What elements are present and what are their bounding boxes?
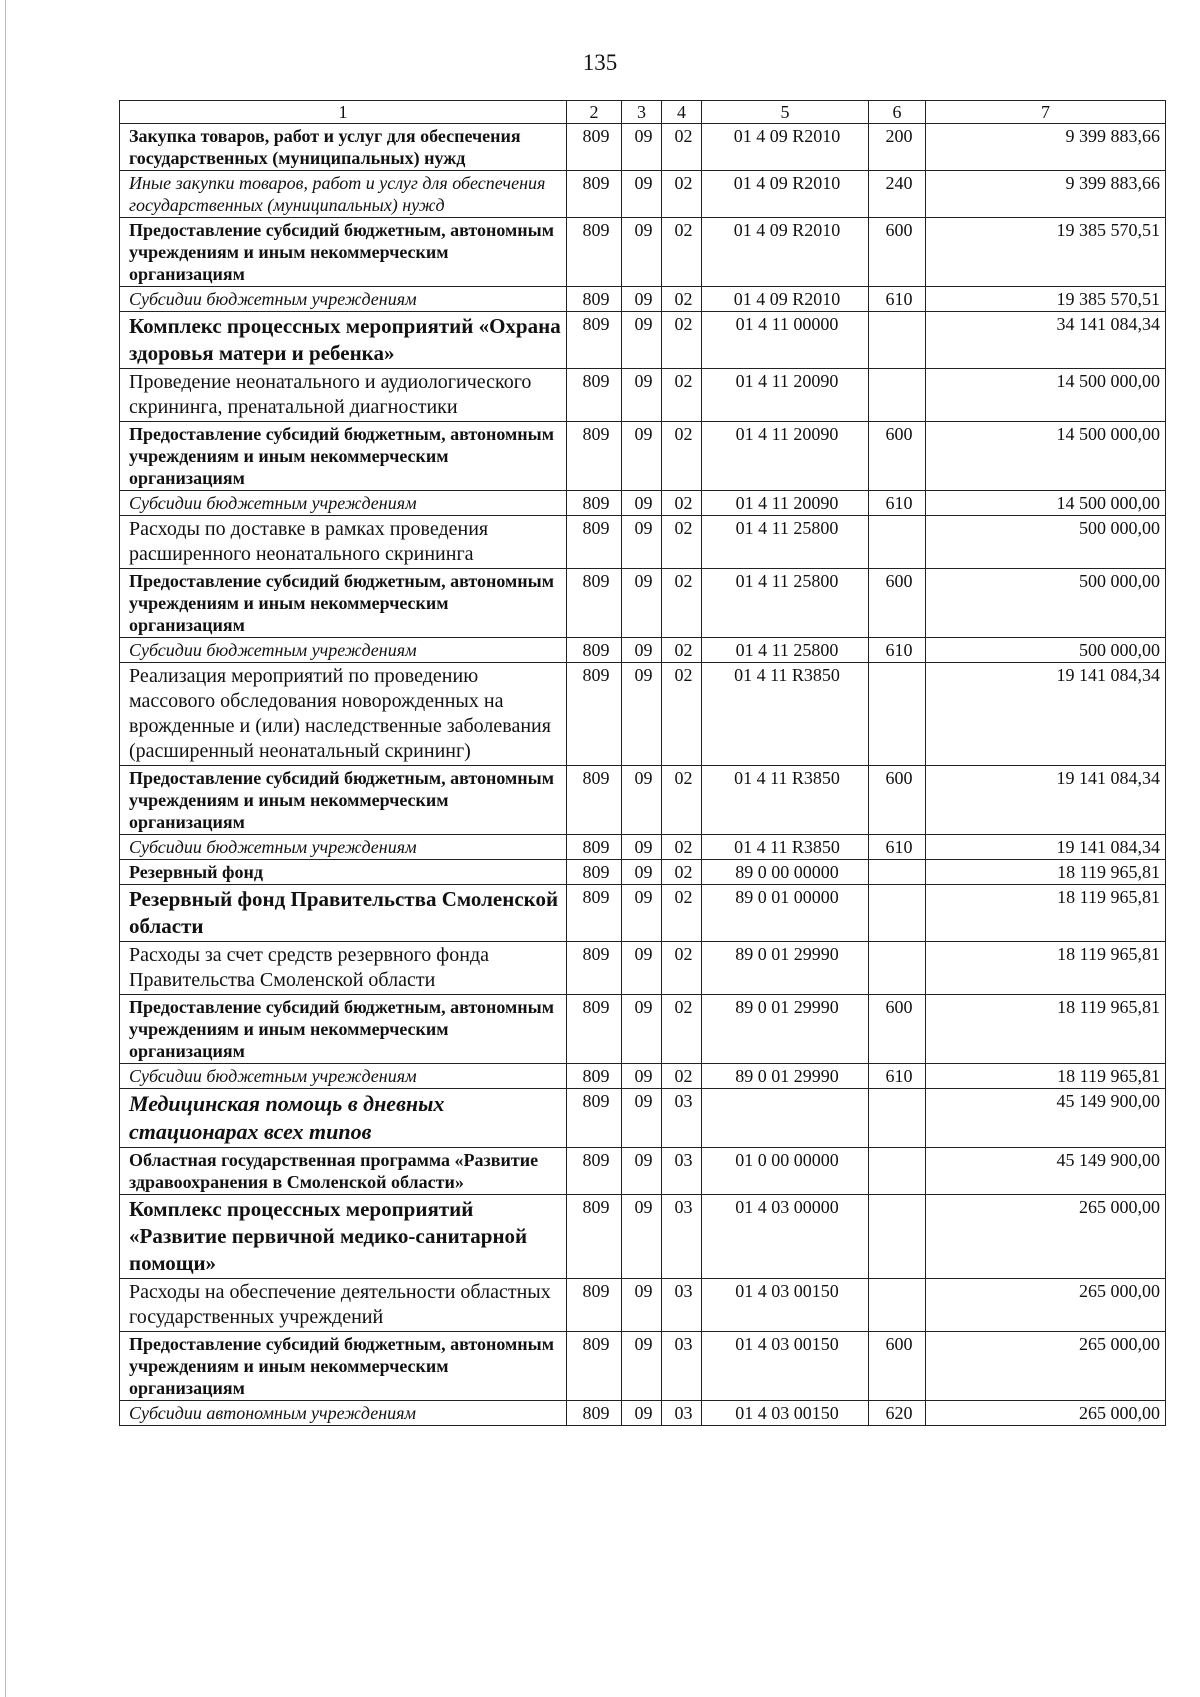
target-article-cell: 89 0 01 29990 (702, 995, 869, 1064)
target-article-cell: 01 4 09 R2010 (702, 124, 869, 171)
row-name-cell: Проведение неонатального и аудиологического скрининга, пренатальной диагностики (120, 369, 567, 422)
column-header: 5 (702, 101, 869, 124)
section-code-cell: 09 (622, 995, 662, 1064)
row-name-cell: Субсидии бюджетным учреждениям (120, 1064, 567, 1089)
section-code-cell: 09 (622, 569, 662, 638)
ministry-code-cell: 809 (567, 1064, 622, 1089)
ministry-code-cell: 809 (567, 287, 622, 312)
expense-type-cell (869, 885, 926, 942)
section-code-cell: 09 (622, 218, 662, 287)
expense-type-cell (869, 1279, 926, 1332)
row-name-cell: Областная государственная программа «Развитие здравоохранения в Смоленской области» (120, 1148, 567, 1195)
section-code-cell: 09 (622, 1332, 662, 1401)
table-row (120, 1279, 1166, 1332)
table-row (120, 995, 1166, 1064)
row-name-cell: Расходы за счет средств резервного фонда Правительства Смоленской области (120, 942, 567, 995)
amount-cell: 18 119 965,81 (926, 995, 1166, 1064)
subsection-code-cell: 02 (662, 663, 702, 766)
row-name-cell: Расходы на обеспечение деятельности областных государственных учреждений (120, 1279, 567, 1332)
expense-type-cell (869, 1195, 926, 1279)
section-code-cell: 09 (622, 171, 662, 218)
subsection-code-cell: 02 (662, 835, 702, 860)
subsection-code-cell: 02 (662, 218, 702, 287)
ministry-code-cell: 809 (567, 1089, 622, 1148)
table-row (120, 1401, 1166, 1426)
column-header: 2 (567, 101, 622, 124)
expense-type-cell (869, 1148, 926, 1195)
column-header: 3 (622, 101, 662, 124)
table-row (120, 124, 1166, 171)
subsection-code-cell: 02 (662, 287, 702, 312)
section-code-cell: 09 (622, 312, 662, 369)
ministry-code-cell: 809 (567, 124, 622, 171)
expense-type-cell: 600 (869, 766, 926, 835)
row-name-cell: Резервный фонд (120, 860, 567, 885)
ministry-code-cell: 809 (567, 1401, 622, 1426)
expense-type-cell: 610 (869, 287, 926, 312)
section-code-cell: 09 (622, 663, 662, 766)
target-article-cell: 89 0 01 29990 (702, 1064, 869, 1089)
subsection-code-cell: 02 (662, 942, 702, 995)
table-row (120, 369, 1166, 422)
amount-cell: 9 399 883,66 (926, 171, 1166, 218)
row-name-cell: Расходы по доставке в рамках проведения расширенного неонатального скрининга (120, 516, 567, 569)
expense-type-cell (869, 1089, 926, 1148)
target-article-cell: 01 4 11 20090 (702, 491, 869, 516)
ministry-code-cell: 809 (567, 491, 622, 516)
row-name-cell: Реализация мероприятий по проведению массового обследования новорожденных на врожденные и (или) наследственные заболевания (расширенный неонатальный скрининг) (120, 663, 567, 766)
target-article-cell: 01 4 03 00000 (702, 1195, 869, 1279)
column-header: 1 (120, 101, 567, 124)
expense-type-cell (869, 942, 926, 995)
row-name-cell: Предоставление субсидий бюджетным, автономным учреждениям и иным некоммерческим организациям (120, 422, 567, 491)
table-row (120, 218, 1166, 287)
column-header: 6 (869, 101, 926, 124)
target-article-cell: 01 4 09 R2010 (702, 218, 869, 287)
amount-cell: 45 149 900,00 (926, 1148, 1166, 1195)
ministry-code-cell: 809 (567, 171, 622, 218)
section-code-cell: 09 (622, 1064, 662, 1089)
ministry-code-cell: 809 (567, 1195, 622, 1279)
table-row (120, 885, 1166, 942)
ministry-code-cell: 809 (567, 885, 622, 942)
target-article-cell: 01 4 11 20090 (702, 369, 869, 422)
table-row (120, 287, 1166, 312)
subsection-code-cell: 03 (662, 1195, 702, 1279)
row-name-cell: Субсидии автономным учреждениям (120, 1401, 567, 1426)
subsection-code-cell: 02 (662, 1064, 702, 1089)
section-code-cell: 09 (622, 885, 662, 942)
subsection-code-cell: 02 (662, 516, 702, 569)
expense-type-cell (869, 312, 926, 369)
section-code-cell: 09 (622, 942, 662, 995)
row-name-cell: Предоставление субсидий бюджетным, автономным учреждениям и иным некоммерческим организациям (120, 995, 567, 1064)
expense-type-cell: 600 (869, 1332, 926, 1401)
column-header: 7 (926, 101, 1166, 124)
row-name-cell: Закупка товаров, работ и услуг для обеспечения государственных (муниципальных) нужд (120, 124, 567, 171)
ministry-code-cell: 809 (567, 1279, 622, 1332)
ministry-code-cell: 809 (567, 835, 622, 860)
section-code-cell: 09 (622, 287, 662, 312)
subsection-code-cell: 02 (662, 369, 702, 422)
row-name-cell: Субсидии бюджетным учреждениям (120, 491, 567, 516)
page-number: 135 (582, 50, 618, 75)
section-code-cell: 09 (622, 766, 662, 835)
row-name-cell: Предоставление субсидий бюджетным, автономным учреждениям и иным некоммерческим организациям (120, 218, 567, 287)
section-code-cell: 09 (622, 1089, 662, 1148)
amount-cell: 18 119 965,81 (926, 942, 1166, 995)
table-row (120, 942, 1166, 995)
section-code-cell: 09 (622, 1195, 662, 1279)
ministry-code-cell: 809 (567, 766, 622, 835)
target-article-cell: 01 4 03 00150 (702, 1279, 869, 1332)
target-article-cell: 01 4 11 20090 (702, 422, 869, 491)
section-code-cell: 09 (622, 835, 662, 860)
amount-cell: 34 141 084,34 (926, 312, 1166, 369)
ministry-code-cell: 809 (567, 663, 622, 766)
expense-type-cell: 200 (869, 124, 926, 171)
amount-cell: 500 000,00 (926, 516, 1166, 569)
table-row (120, 663, 1166, 766)
target-article-cell: 01 4 11 R3850 (702, 835, 869, 860)
ministry-code-cell: 809 (567, 516, 622, 569)
amount-cell: 14 500 000,00 (926, 422, 1166, 491)
row-name-cell: Предоставление субсидий бюджетным, автономным учреждениям и иным некоммерческим организациям (120, 1332, 567, 1401)
subsection-code-cell: 03 (662, 1089, 702, 1148)
amount-cell: 265 000,00 (926, 1279, 1166, 1332)
amount-cell: 500 000,00 (926, 638, 1166, 663)
expense-type-cell: 610 (869, 835, 926, 860)
subsection-code-cell: 03 (662, 1148, 702, 1195)
table-row (120, 1089, 1166, 1148)
table-row (120, 860, 1166, 885)
section-code-cell: 09 (622, 1401, 662, 1426)
section-code-cell: 09 (622, 1279, 662, 1332)
section-code-cell: 09 (622, 124, 662, 171)
amount-cell: 18 119 965,81 (926, 1064, 1166, 1089)
subsection-code-cell: 02 (662, 422, 702, 491)
row-name-cell: Предоставление субсидий бюджетным, автономным учреждениям и иным некоммерческим организациям (120, 569, 567, 638)
target-article-cell: 01 0 00 00000 (702, 1148, 869, 1195)
expense-type-cell: 600 (869, 422, 926, 491)
subsection-code-cell: 02 (662, 860, 702, 885)
budget-table (119, 100, 1166, 1426)
header-row (120, 101, 1166, 124)
ministry-code-cell: 809 (567, 218, 622, 287)
target-article-cell: 01 4 03 00150 (702, 1401, 869, 1426)
table-row (120, 171, 1166, 218)
subsection-code-cell: 02 (662, 569, 702, 638)
expense-type-cell: 240 (869, 171, 926, 218)
target-article-cell: 01 4 11 R3850 (702, 663, 869, 766)
subsection-code-cell: 02 (662, 171, 702, 218)
column-header: 4 (662, 101, 702, 124)
amount-cell: 19 385 570,51 (926, 218, 1166, 287)
row-name-cell: Субсидии бюджетным учреждениям (120, 638, 567, 663)
amount-cell: 19 141 084,34 (926, 663, 1166, 766)
target-article-cell: 89 0 00 00000 (702, 860, 869, 885)
row-name-cell: Субсидии бюджетным учреждениям (120, 287, 567, 312)
expense-type-cell: 600 (869, 569, 926, 638)
table-row (120, 1332, 1166, 1401)
table-row (120, 312, 1166, 369)
subsection-code-cell: 02 (662, 491, 702, 516)
row-name-cell: Субсидии бюджетным учреждениям (120, 835, 567, 860)
section-code-cell: 09 (622, 1148, 662, 1195)
subsection-code-cell: 02 (662, 885, 702, 942)
subsection-code-cell: 02 (662, 766, 702, 835)
expense-type-cell (869, 516, 926, 569)
table-row (120, 516, 1166, 569)
amount-cell: 9 399 883,66 (926, 124, 1166, 171)
target-article-cell: 01 4 11 R3850 (702, 766, 869, 835)
row-name-cell: Резервный фонд Правительства Смоленской области (120, 885, 567, 942)
target-article-cell: 01 4 11 25800 (702, 516, 869, 569)
table-row (120, 835, 1166, 860)
subsection-code-cell: 03 (662, 1279, 702, 1332)
row-name-cell: Предоставление субсидий бюджетным, автономным учреждениям и иным некоммерческим организациям (120, 766, 567, 835)
amount-cell: 19 385 570,51 (926, 287, 1166, 312)
subsection-code-cell: 03 (662, 1401, 702, 1426)
ministry-code-cell: 809 (567, 860, 622, 885)
section-code-cell: 09 (622, 638, 662, 663)
target-article-cell: 01 4 03 00150 (702, 1332, 869, 1401)
subsection-code-cell: 02 (662, 124, 702, 171)
target-article-cell: 89 0 01 29990 (702, 942, 869, 995)
amount-cell: 18 119 965,81 (926, 885, 1166, 942)
amount-cell: 14 500 000,00 (926, 491, 1166, 516)
ministry-code-cell: 809 (567, 1332, 622, 1401)
ministry-code-cell: 809 (567, 942, 622, 995)
expense-type-cell: 600 (869, 995, 926, 1064)
ministry-code-cell: 809 (567, 422, 622, 491)
amount-cell: 265 000,00 (926, 1401, 1166, 1426)
left-margin-line (5, 0, 6, 1697)
table-body (120, 124, 1166, 1426)
row-name-cell: Медицинская помощь в дневных стационарах всех типов (120, 1089, 567, 1148)
ministry-code-cell: 809 (567, 638, 622, 663)
ministry-code-cell: 809 (567, 369, 622, 422)
amount-cell: 265 000,00 (926, 1195, 1166, 1279)
section-code-cell: 09 (622, 369, 662, 422)
amount-cell: 19 141 084,34 (926, 835, 1166, 860)
target-article-cell: 01 4 09 R2010 (702, 171, 869, 218)
table-row (120, 491, 1166, 516)
expense-type-cell: 600 (869, 218, 926, 287)
table-row (120, 422, 1166, 491)
target-article-cell: 01 4 09 R2010 (702, 287, 869, 312)
section-code-cell: 09 (622, 491, 662, 516)
expense-type-cell: 620 (869, 1401, 926, 1426)
section-code-cell: 09 (622, 422, 662, 491)
row-name-cell: Комплекс процессных мероприятий «Развитие первичной медико-санитарной помощи» (120, 1195, 567, 1279)
expense-type-cell: 610 (869, 491, 926, 516)
table-row (120, 638, 1166, 663)
target-article-cell (702, 1089, 869, 1148)
section-code-cell: 09 (622, 516, 662, 569)
subsection-code-cell: 02 (662, 995, 702, 1064)
amount-cell: 500 000,00 (926, 569, 1166, 638)
section-code-cell: 09 (622, 860, 662, 885)
expense-type-cell: 610 (869, 638, 926, 663)
table-row (120, 1148, 1166, 1195)
target-article-cell: 01 4 11 25800 (702, 638, 869, 663)
table-row (120, 1064, 1166, 1089)
subsection-code-cell: 02 (662, 312, 702, 369)
amount-cell: 19 141 084,34 (926, 766, 1166, 835)
table-row (120, 1195, 1166, 1279)
expense-type-cell (869, 663, 926, 766)
row-name-cell: Иные закупки товаров, работ и услуг для обеспечения государственных (муниципальных) нужд (120, 171, 567, 218)
amount-cell: 265 000,00 (926, 1332, 1166, 1401)
expense-type-cell (869, 860, 926, 885)
ministry-code-cell: 809 (567, 1148, 622, 1195)
subsection-code-cell: 02 (662, 638, 702, 663)
target-article-cell: 01 4 11 25800 (702, 569, 869, 638)
expense-type-cell: 610 (869, 1064, 926, 1089)
row-name-cell: Комплекс процессных мероприятий «Охрана здоровья матери и ребенка» (120, 312, 567, 369)
ministry-code-cell: 809 (567, 312, 622, 369)
table-row (120, 766, 1166, 835)
amount-cell: 45 149 900,00 (926, 1089, 1166, 1148)
amount-cell: 18 119 965,81 (926, 860, 1166, 885)
amount-cell: 14 500 000,00 (926, 369, 1166, 422)
target-article-cell: 89 0 01 00000 (702, 885, 869, 942)
target-article-cell: 01 4 11 00000 (702, 312, 869, 369)
ministry-code-cell: 809 (567, 569, 622, 638)
ministry-code-cell: 809 (567, 995, 622, 1064)
expense-type-cell (869, 369, 926, 422)
subsection-code-cell: 03 (662, 1332, 702, 1401)
table-row (120, 569, 1166, 638)
